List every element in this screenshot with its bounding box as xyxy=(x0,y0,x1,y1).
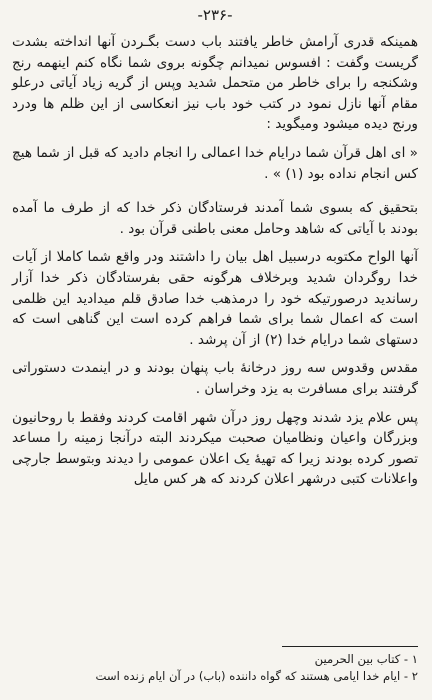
paragraph-4: مقدس وقدوس سه روز درخانهٔ باب پنهان بودند و در اینمدت دستوراتی گرفتند برای مسافرت به یزد وخراسان . xyxy=(12,360,418,397)
paragraph-2: بتحقیق که بسوی شما آمدند فرستادگان ذکر خدا که از طرف ما آمده بودند با آیاتی که شاهد وحامل معنی باطنی قرآن بود . xyxy=(12,200,418,237)
body-text xyxy=(12,32,418,490)
page-number: -۲۳۶- xyxy=(197,6,233,24)
paragraph-5: پس علام یزد شدند وچهل روز درآن شهر اقامت کردند وفقط با روحانیون وبزرگان واعیان ونظامیان صحبت میکردند البته درآنجا زمینه را مساعد تصور کرده بودند زیرا که تهیهٔ یک اعلان عمومی را دیدند وبتوسط جارچی واعلانات کتبی درشهر اعلان کردند که هر کس مایل xyxy=(12,409,418,488)
paragraph-1: همینکه قدری آرامش خاطر یافتند باب دست بگـردن آنها انداخته بشدت گریست وگفت : افسوس نمیدانم چگونه بروی شما نگاه کنم اینهمه رنج وشکنجه را برای خاطر من متحمل شدید وپس از گریه زیاد آیاتی درعلو مقام آنها نازل نمود در کتب خود باب نیز انعکاسی از این ظلم ها ودرد ورنج دیده میشود ومیگوید : xyxy=(12,34,418,133)
footnote-1: ۱ - کتاب بین الحرمین xyxy=(314,652,418,666)
quotation: « ای اهل قرآن شما درایام خدا اعمالی را انجام دادید که قبل از شما هیچ کس انجام نداده بود (۱) » . xyxy=(12,144,418,182)
footnotes xyxy=(12,646,418,685)
footnote-2: ۲ - ایام خدا ایامی هستند که گواه داننده (باب) در آن ایام زنده است xyxy=(95,669,418,683)
paragraph-3: آنها الواح مکتوبه درسبیل اهل بیان را داشتند ودر واقع شما کاملا از آیات خدا روگردان شدید وبرخلاف هرگونه حقی بفرستادگان ذکر خدا آزار رساندید درصورتیکه خود را درمذهب خدا صادق قلم میدادید این ظلمی است که اعمال شما برای شما فراهم کرده است این گناهی است که دستهای شما درایام خدا (۲) از آن پرشد . xyxy=(12,249,418,348)
footnote-divider xyxy=(282,646,418,647)
